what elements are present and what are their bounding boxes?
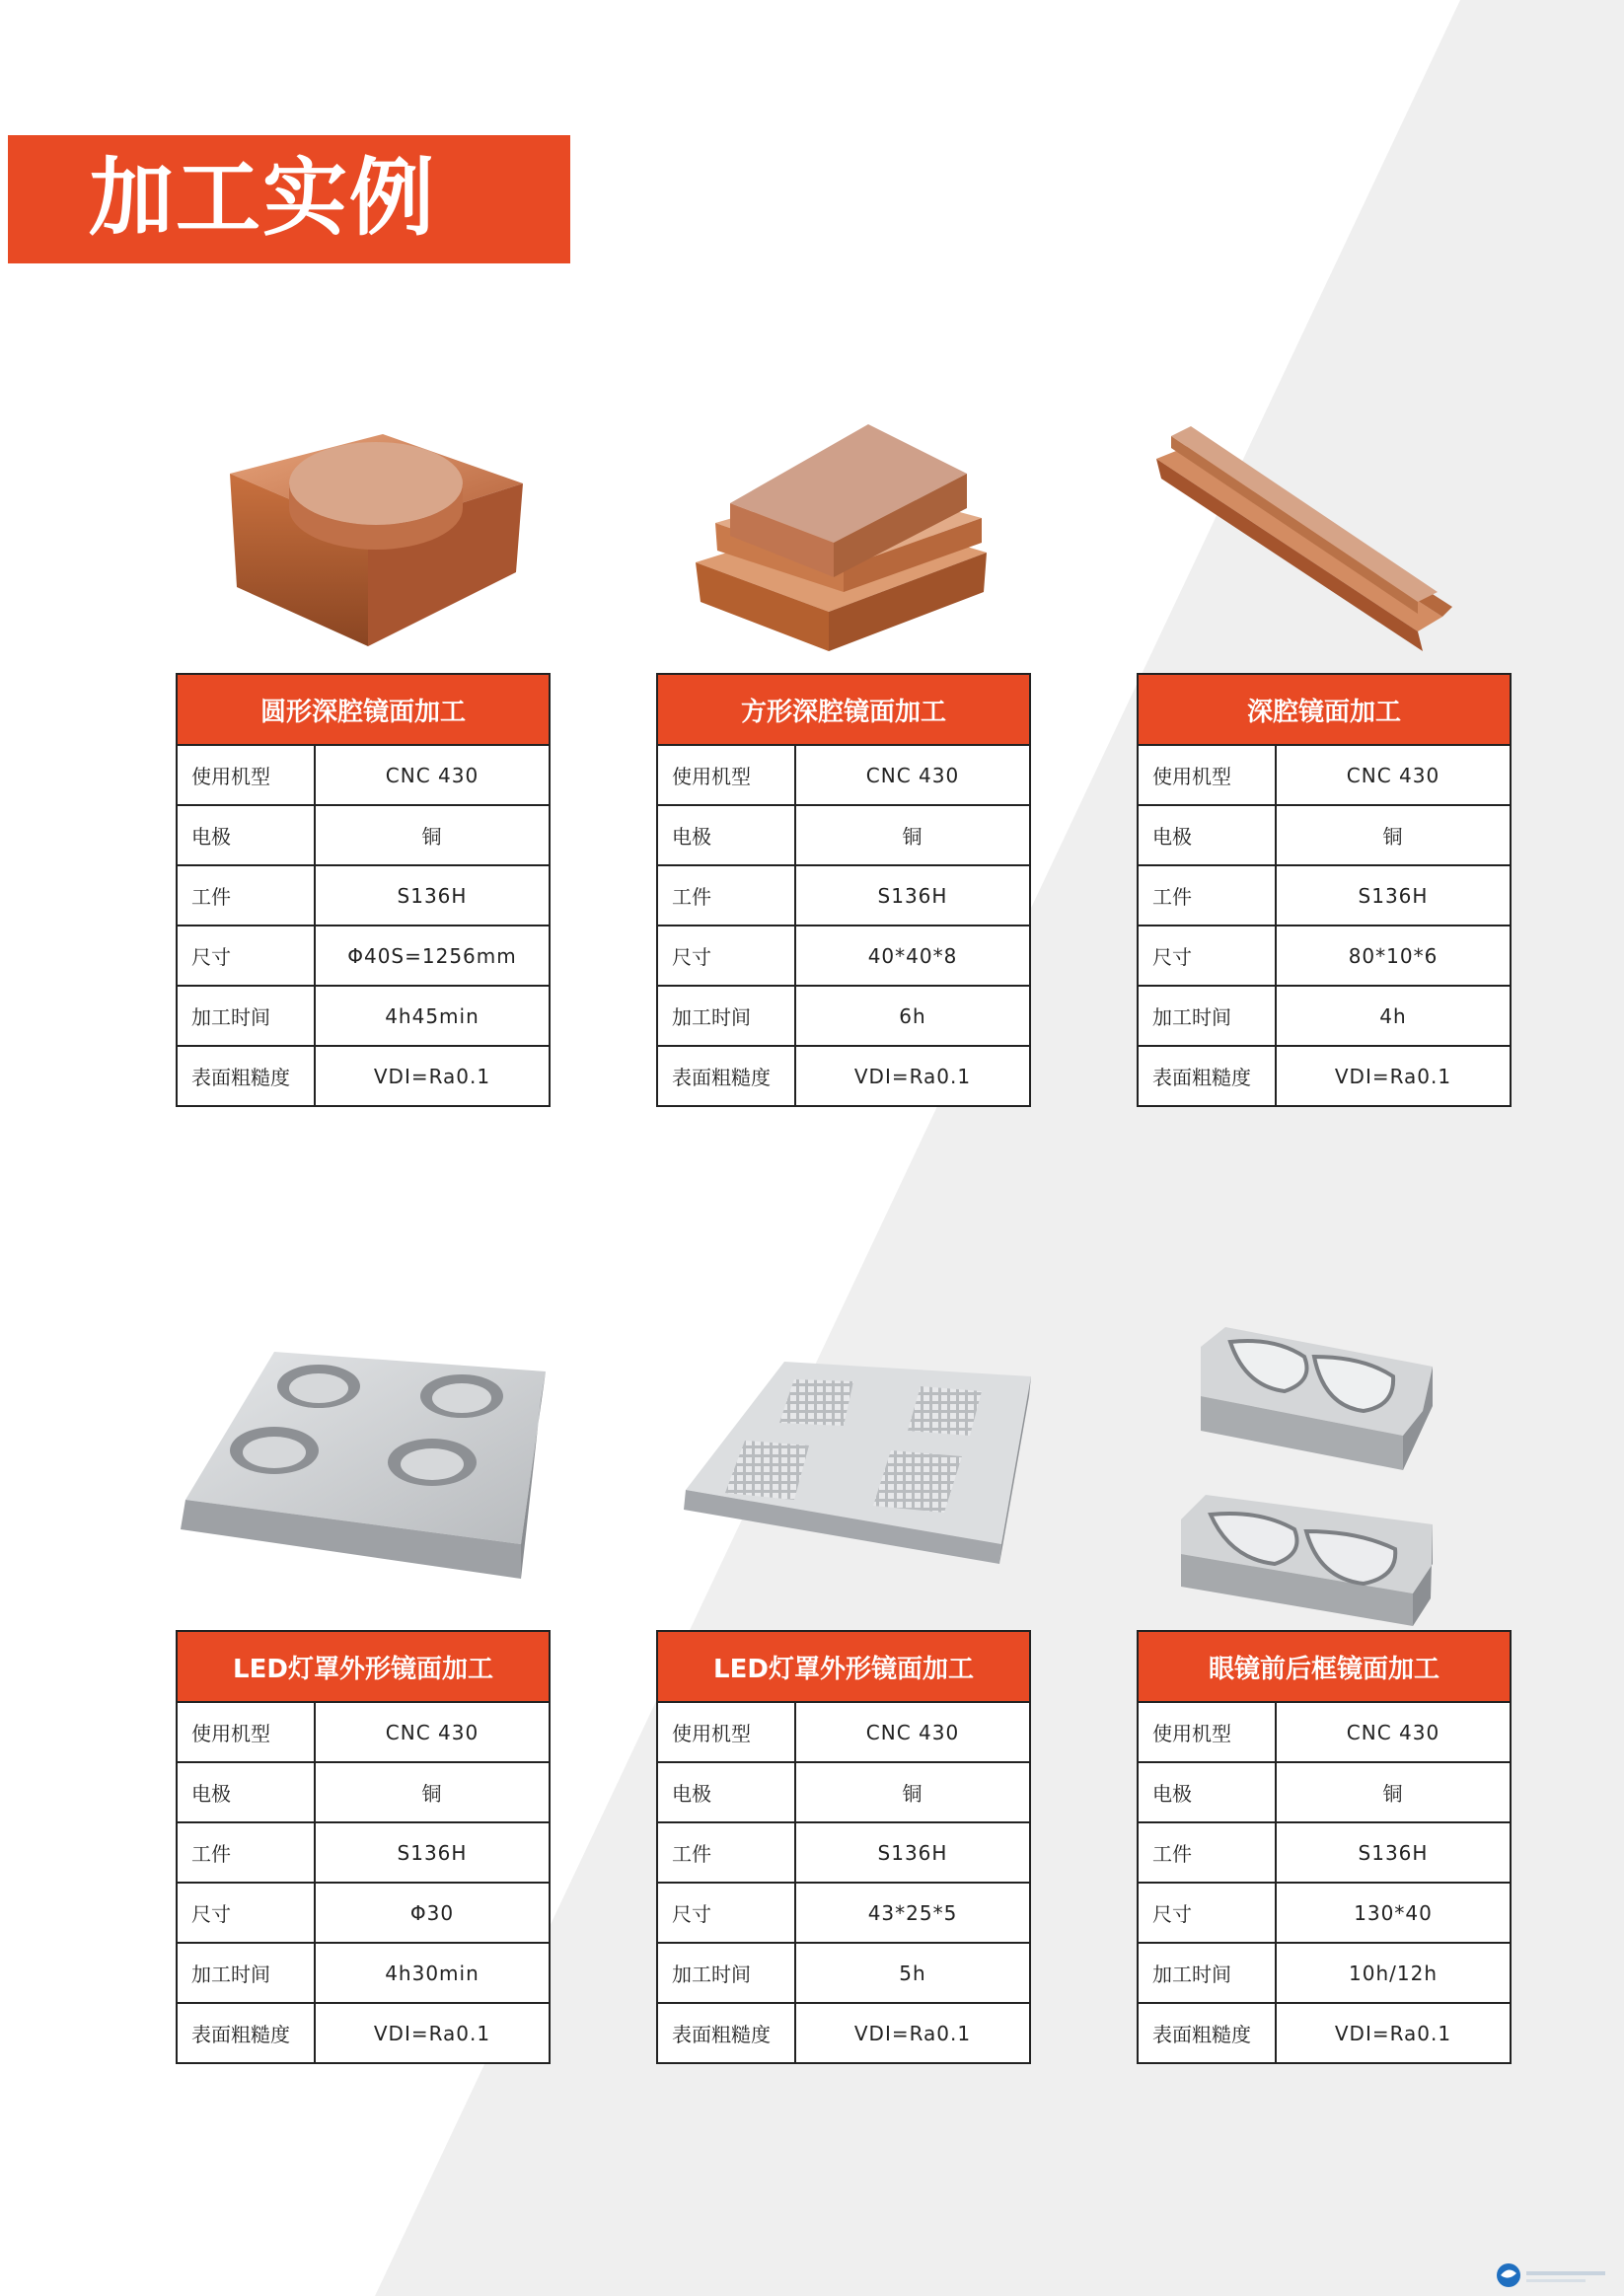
spec-row <box>1139 1703 1510 1763</box>
spec-value: 10h/12h <box>1349 1961 1438 1985</box>
spec-label: 使用机型 <box>658 1703 796 1761</box>
spec-table-header: 眼镜前后框镜面加工 <box>1139 1632 1510 1703</box>
spec-row <box>1139 987 1510 1047</box>
spec-label: 使用机型 <box>1139 1703 1277 1761</box>
spec-row <box>658 987 1029 1047</box>
spec-label: 表面粗糙度 <box>1139 1047 1277 1105</box>
spec-value: S136H <box>877 1840 948 1865</box>
spec-row <box>1139 1823 1510 1884</box>
spec-value: VDI=Ra0.1 <box>1334 2021 1452 2045</box>
spec-label: 使用机型 <box>1139 746 1277 804</box>
spec-row <box>178 926 549 987</box>
spec-row <box>658 806 1029 866</box>
spec-label: 尺寸 <box>1139 1884 1277 1942</box>
spec-row <box>1139 806 1510 866</box>
spec-label: 电极 <box>178 806 316 864</box>
spec-row <box>178 806 549 866</box>
spec-value: S136H <box>397 1840 468 1865</box>
spec-row <box>178 1047 549 1105</box>
copper-round-boss-electrode-image <box>176 405 551 661</box>
spec-row <box>658 746 1029 806</box>
spec-value: S136H <box>1358 883 1429 908</box>
spec-table <box>176 1630 551 2064</box>
spec-value: VDI=Ra0.1 <box>853 2021 972 2045</box>
spec-row <box>658 2004 1029 2062</box>
spec-label: 尺寸 <box>178 926 316 985</box>
spec-label: 加工时间 <box>1139 1944 1277 2002</box>
spec-label: 尺寸 <box>178 1884 316 1942</box>
spec-label: 尺寸 <box>658 1884 796 1942</box>
spec-value: 4h30min <box>385 1961 480 1985</box>
spec-value: 5h <box>899 1961 926 1985</box>
spec-label: 表面粗糙度 <box>1139 2004 1277 2062</box>
spec-label: 电极 <box>658 806 796 864</box>
spec-label: 加工时间 <box>658 987 796 1045</box>
spec-value: 4h <box>1379 1003 1407 1028</box>
spec-row <box>1139 2004 1510 2062</box>
spec-row <box>1139 866 1510 926</box>
spec-label: 工件 <box>658 1823 796 1882</box>
spec-label: 电极 <box>178 1763 316 1821</box>
spec-row <box>178 746 549 806</box>
spec-row <box>178 1884 549 1944</box>
spec-row <box>178 1703 549 1763</box>
spec-value: 铜 <box>421 825 443 849</box>
spec-label: 工件 <box>178 866 316 925</box>
spec-value: 铜 <box>902 825 923 849</box>
spec-row <box>658 926 1029 987</box>
spec-label: 电极 <box>1139 1763 1277 1821</box>
spec-row <box>178 1823 549 1884</box>
spec-value: VDI=Ra0.1 <box>373 1064 491 1088</box>
spec-label: 表面粗糙度 <box>178 1047 316 1105</box>
spec-row <box>1139 1884 1510 1944</box>
spec-value: 80*10*6 <box>1348 943 1439 968</box>
spec-table <box>656 1630 1031 2064</box>
spec-value: CNC 430 <box>385 763 480 787</box>
spec-label: 工件 <box>658 866 796 925</box>
spec-label: 加工时间 <box>178 987 316 1045</box>
spec-value: 铜 <box>421 1782 443 1806</box>
page-title-banner <box>8 135 570 263</box>
spec-table-header: 深腔镜面加工 <box>1139 675 1510 746</box>
spec-table-header: LED灯罩外形镜面加工 <box>658 1632 1029 1703</box>
spec-row <box>1139 1944 1510 2004</box>
spec-value: VDI=Ra0.1 <box>1334 1064 1452 1088</box>
spec-value: 6h <box>899 1003 926 1028</box>
spec-value: 铜 <box>1382 825 1404 849</box>
company-logo-icon <box>1495 2261 1613 2289</box>
spec-value: Φ40S=1256mm <box>347 943 517 968</box>
spec-label: 表面粗糙度 <box>658 2004 796 2062</box>
spec-value: Φ30 <box>409 1900 455 1925</box>
spec-label: 使用机型 <box>658 746 796 804</box>
spec-table-header: LED灯罩外形镜面加工 <box>178 1632 549 1703</box>
spec-value: CNC 430 <box>865 763 960 787</box>
page-title: 加工实例 <box>89 149 436 248</box>
spec-label: 工件 <box>1139 1823 1277 1882</box>
spec-label: 表面粗糙度 <box>178 2004 316 2062</box>
spec-value: 43*25*5 <box>867 1900 958 1925</box>
spec-row <box>178 1944 549 2004</box>
spec-value: VDI=Ra0.1 <box>373 2021 491 2045</box>
spec-row <box>1139 746 1510 806</box>
spec-row <box>658 1823 1029 1884</box>
spec-label: 使用机型 <box>178 746 316 804</box>
spec-table <box>176 673 551 1107</box>
spec-value: 铜 <box>902 1782 923 1806</box>
spec-label: 加工时间 <box>1139 987 1277 1045</box>
spec-table-header: 方形深腔镜面加工 <box>658 675 1029 746</box>
spec-row <box>658 1763 1029 1823</box>
steel-plate-four-round-cavities-image <box>176 1332 551 1589</box>
spec-row <box>1139 926 1510 987</box>
spec-value: 4h45min <box>385 1003 480 1028</box>
spec-label: 使用机型 <box>178 1703 316 1761</box>
steel-plate-four-grid-cavities-image <box>656 1332 1031 1589</box>
spec-row <box>1139 1763 1510 1823</box>
spec-row <box>178 987 549 1047</box>
spec-row <box>658 866 1029 926</box>
steel-eyeglass-frame-molds-image <box>1137 1312 1512 1628</box>
copper-square-boss-electrode-image <box>656 405 1031 661</box>
spec-row <box>658 1047 1029 1105</box>
spec-table <box>1137 1630 1512 2064</box>
spec-label: 电极 <box>658 1763 796 1821</box>
spec-value: S136H <box>877 883 948 908</box>
spec-value: 40*40*8 <box>867 943 958 968</box>
spec-label: 工件 <box>1139 866 1277 925</box>
spec-row <box>178 1763 549 1823</box>
spec-value: S136H <box>397 883 468 908</box>
spec-label: 加工时间 <box>178 1944 316 2002</box>
spec-label: 加工时间 <box>658 1944 796 2002</box>
spec-table <box>656 673 1031 1107</box>
spec-row <box>178 2004 549 2062</box>
spec-value: S136H <box>1358 1840 1429 1865</box>
spec-table <box>1137 673 1512 1107</box>
spec-value: CNC 430 <box>385 1720 480 1744</box>
spec-label: 表面粗糙度 <box>658 1047 796 1105</box>
spec-row <box>658 1703 1029 1763</box>
spec-row <box>1139 1047 1510 1105</box>
spec-label: 工件 <box>178 1823 316 1882</box>
spec-row <box>658 1944 1029 2004</box>
spec-value: VDI=Ra0.1 <box>853 1064 972 1088</box>
spec-value: 130*40 <box>1354 1900 1433 1925</box>
spec-value: CNC 430 <box>865 1720 960 1744</box>
spec-label: 尺寸 <box>658 926 796 985</box>
spec-value: 铜 <box>1382 1782 1404 1806</box>
spec-table-header: 圆形深腔镜面加工 <box>178 675 549 746</box>
spec-value: CNC 430 <box>1346 763 1440 787</box>
copper-long-bar-electrode-image <box>1137 405 1512 661</box>
spec-label: 电极 <box>1139 806 1277 864</box>
spec-label: 尺寸 <box>1139 926 1277 985</box>
spec-row <box>658 1884 1029 1944</box>
spec-value: CNC 430 <box>1346 1720 1440 1744</box>
spec-row <box>178 866 549 926</box>
